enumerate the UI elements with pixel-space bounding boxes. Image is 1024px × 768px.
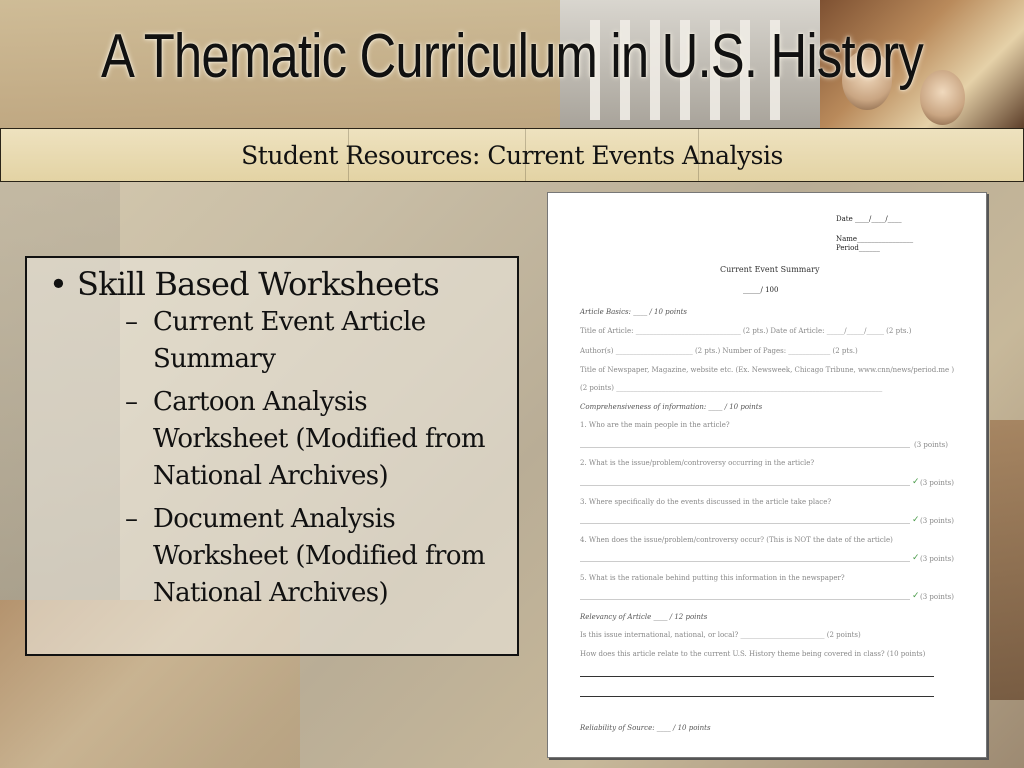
article-source-line: Title of Newspaper, Magazine, website etc. (Ex. Newsweek, Chicago Tribune, www.cnn/news/period.me ) bbox=[580, 366, 955, 374]
bullet-list bbox=[45, 264, 499, 612]
question-text: 3. Where specifically do the events discussed in the article take place? bbox=[580, 498, 832, 506]
dash-marker: – bbox=[125, 307, 138, 337]
article-authors-line: Author(s) ______________________ (2 pts.) Number of Pages: ____________ (2 pts.) bbox=[580, 347, 858, 355]
worksheet-score: _____/ 100 bbox=[743, 286, 779, 294]
checkmark-icon: ✓ bbox=[912, 591, 920, 601]
checkmark-icon: ✓ bbox=[912, 553, 920, 563]
period-field-label: Period______ bbox=[836, 244, 880, 252]
date-field-label: Date ____/____/____ bbox=[836, 215, 902, 223]
question-points: (3 points) bbox=[920, 593, 954, 601]
question-text: 5. What is the rationale behind putting this information in the newspaper? bbox=[580, 574, 845, 582]
question-points: (3 points) bbox=[920, 479, 954, 487]
sub-bullet-list bbox=[77, 304, 499, 612]
worksheet-image bbox=[547, 192, 987, 758]
bullet-label: Skill Based Worksheets bbox=[77, 265, 440, 303]
dash-marker: – bbox=[125, 387, 138, 417]
article-title-line: Title of Article: ______________________________ (2 pts.) Date of Article: _____/_____/_____ (2 pts.) bbox=[580, 327, 912, 335]
question-text: 2. What is the issue/problem/controversy occurring in the article? bbox=[580, 459, 815, 467]
section-comprehensiveness: Comprehensiveness of information: ____ / 10 points bbox=[580, 403, 763, 411]
sub-bullet-label: Current Event Article Summary bbox=[153, 307, 426, 374]
section-reliability: Reliability of Source: ____ / 10 points bbox=[580, 724, 711, 732]
question-points: (3 points) bbox=[920, 555, 954, 563]
sub-bullet-item bbox=[77, 384, 499, 495]
sub-bullet-item bbox=[77, 501, 499, 612]
background-painting-strip bbox=[990, 420, 1024, 700]
section-article-basics: Article Basics: ____ / 10 points bbox=[580, 308, 688, 316]
question-points: (3 points) bbox=[920, 517, 954, 525]
subtitle-banner bbox=[0, 128, 1024, 182]
dash-marker: – bbox=[125, 504, 138, 534]
sub-bullet-label: Document Analysis Worksheet (Modified from National Archives) bbox=[153, 504, 485, 608]
checkmark-icon: ✓ bbox=[912, 477, 920, 487]
question-text: 1. Who are the main people in the article? bbox=[580, 421, 730, 429]
bullet-item bbox=[45, 264, 499, 612]
question-text: 4. When does the issue/problem/controversy occur? (This is NOT the date of the article) bbox=[580, 536, 893, 544]
section-relevancy: Relevancy of Article ____ / 12 points bbox=[580, 613, 708, 621]
checkmark-icon: ✓ bbox=[912, 515, 920, 525]
subtitle-text: Student Resources: Current Events Analysis bbox=[241, 140, 783, 170]
article-source-points: (2 points) ____________________________________________________________________________ bbox=[580, 384, 883, 392]
relevancy-question: How does this article relate to the current U.S. History theme being covered in class? (10 points) bbox=[580, 650, 926, 658]
name-field-label: Name________________ bbox=[836, 235, 914, 243]
relevancy-question: Is this issue international, national, or local? ________________________ (2 points) bbox=[580, 631, 861, 639]
question-points: (3 points) bbox=[914, 441, 948, 449]
content-box bbox=[25, 256, 519, 656]
sub-bullet-item bbox=[77, 304, 499, 378]
page-title: A Thematic Curriculum in U.S. History bbox=[101, 22, 923, 91]
sub-bullet-label: Cartoon Analysis Worksheet (Modified from National Archives) bbox=[153, 387, 485, 491]
worksheet-title: Current Event Summary bbox=[720, 265, 820, 274]
